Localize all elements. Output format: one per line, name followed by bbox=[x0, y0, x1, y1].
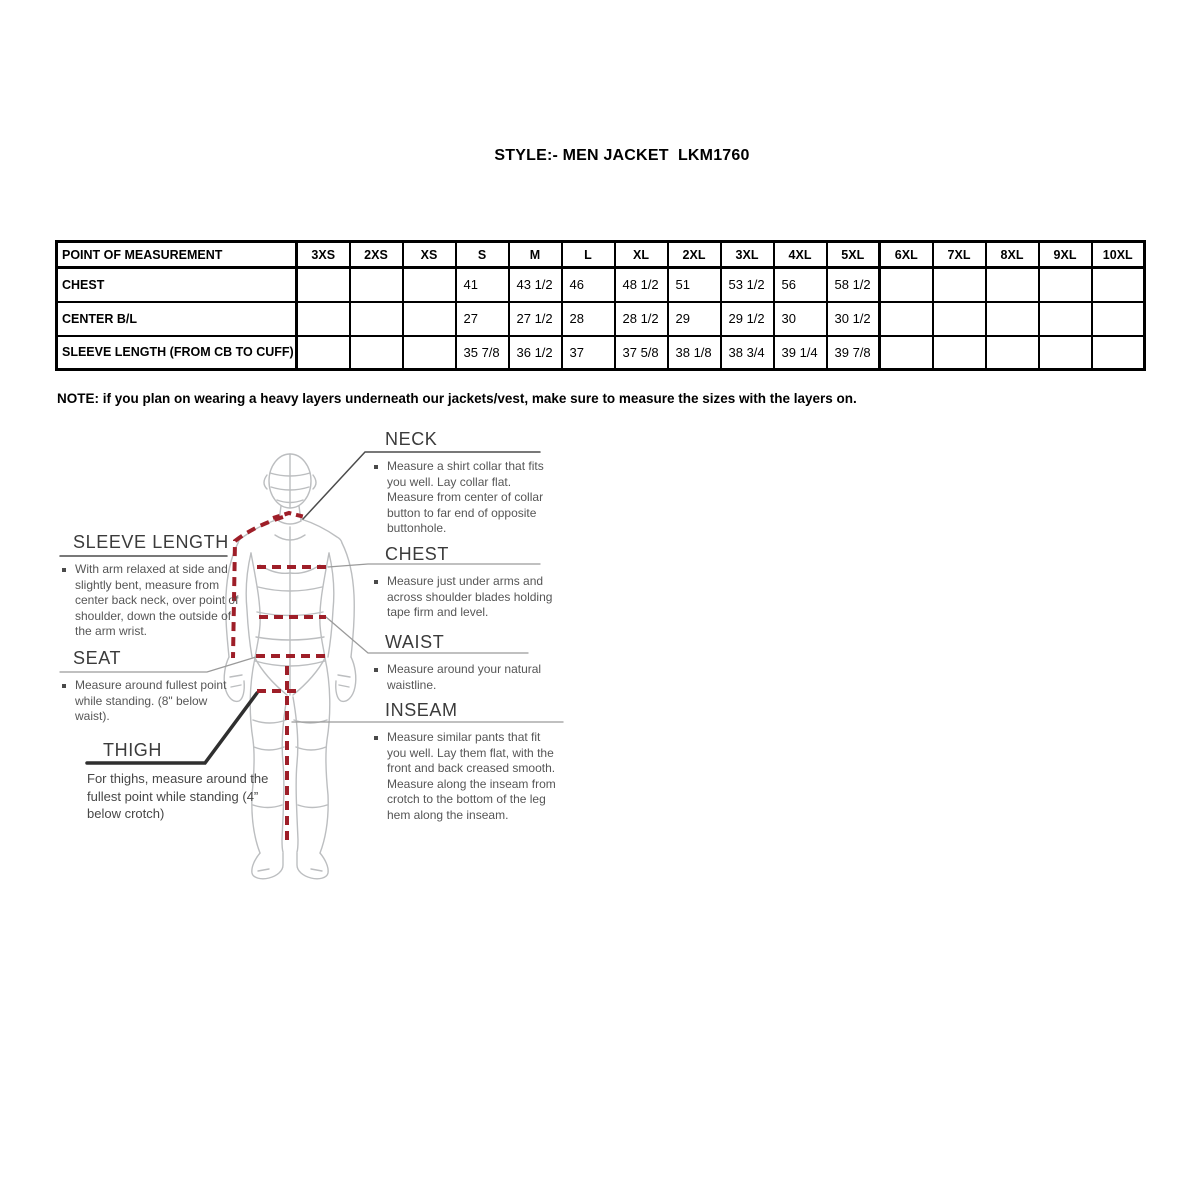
row-label: SLEEVE LENGTH (FROM CB TO CUFF) bbox=[57, 336, 297, 370]
size-column-header: S bbox=[456, 242, 509, 268]
size-value-cell: 39 1/4 bbox=[774, 336, 827, 370]
size-value-cell bbox=[1092, 268, 1145, 302]
size-column-header: L bbox=[562, 242, 615, 268]
size-column-header: M bbox=[509, 242, 562, 268]
size-value-cell bbox=[403, 302, 456, 336]
size-column-header: 6XL bbox=[880, 242, 933, 268]
size-value-cell bbox=[403, 268, 456, 302]
size-value-cell bbox=[986, 336, 1039, 370]
sleeve-length-heading: SLEEVE LENGTH bbox=[73, 532, 229, 552]
size-column-header: 5XL bbox=[827, 242, 880, 268]
size-value-cell: 28 bbox=[562, 302, 615, 336]
size-value-cell: 27 1/2 bbox=[509, 302, 562, 336]
size-column-header: 4XL bbox=[774, 242, 827, 268]
header-row bbox=[57, 242, 1145, 268]
neck-heading: NECK bbox=[385, 429, 438, 449]
size-value-cell: 56 bbox=[774, 268, 827, 302]
inseam-description: Measure similar pants that fit you well. Lay them flat, with the front and back creased smooth. Measure along the inseam from crotch to the bottom of the leg hem along the inseam. bbox=[372, 730, 557, 823]
size-value-cell bbox=[1039, 336, 1092, 370]
size-value-cell: 48 1/2 bbox=[615, 268, 668, 302]
waist-heading: WAIST bbox=[385, 632, 445, 652]
seat-heading: SEAT bbox=[73, 648, 122, 668]
size-value-cell bbox=[350, 336, 403, 370]
neck-description: Measure a shirt collar that fits you well. Lay collar flat. Measure from center of collar button to far end of opposite buttonhole. bbox=[372, 459, 554, 537]
size-column-header: 3XS bbox=[297, 242, 350, 268]
bullet-square-icon bbox=[374, 736, 378, 740]
size-value-cell bbox=[933, 268, 986, 302]
thigh-heading: THIGH bbox=[103, 740, 162, 760]
size-table-head bbox=[57, 242, 1145, 268]
size-column-header: 2XL bbox=[668, 242, 721, 268]
size-value-cell bbox=[880, 336, 933, 370]
row-label: CHEST bbox=[57, 268, 297, 302]
size-value-cell bbox=[297, 336, 350, 370]
size-value-cell bbox=[403, 336, 456, 370]
size-value-cell: 30 bbox=[774, 302, 827, 336]
size-value-cell: 27 bbox=[456, 302, 509, 336]
size-value-cell bbox=[880, 302, 933, 336]
size-value-cell: 37 bbox=[562, 336, 615, 370]
size-value-cell: 39 7/8 bbox=[827, 336, 880, 370]
size-value-cell bbox=[986, 268, 1039, 302]
waist-description: Measure around your natural waistline. bbox=[372, 662, 547, 693]
waist-section bbox=[372, 632, 547, 693]
table-row bbox=[57, 302, 1145, 336]
size-column-header: 2XS bbox=[350, 242, 403, 268]
bullet-square-icon bbox=[374, 580, 378, 584]
size-column-header: 9XL bbox=[1039, 242, 1092, 268]
chest-description: Measure just under arms and across shoulder blades holding tape firm and level. bbox=[372, 574, 557, 621]
bullet-square-icon bbox=[62, 684, 66, 688]
size-column-header: 7XL bbox=[933, 242, 986, 268]
size-value-cell bbox=[1092, 336, 1145, 370]
size-value-cell bbox=[350, 268, 403, 302]
size-value-cell: 35 7/8 bbox=[456, 336, 509, 370]
size-value-cell: 36 1/2 bbox=[509, 336, 562, 370]
sleeve-length-description: With arm relaxed at side and slightly bent, measure from center back neck, over point of shoulder, down the outside of the arm wrist. bbox=[60, 562, 240, 640]
size-value-cell: 46 bbox=[562, 268, 615, 302]
size-value-cell: 38 1/8 bbox=[668, 336, 721, 370]
size-value-cell: 43 1/2 bbox=[509, 268, 562, 302]
size-value-cell: 41 bbox=[456, 268, 509, 302]
size-value-cell: 37 5/8 bbox=[615, 336, 668, 370]
size-value-cell bbox=[297, 302, 350, 336]
size-value-cell: 29 bbox=[668, 302, 721, 336]
size-column-header: 8XL bbox=[986, 242, 1039, 268]
bullet-square-icon bbox=[374, 668, 378, 672]
seat-description: Measure around fullest point while standing. (8" below waist). bbox=[60, 678, 230, 725]
size-table-body bbox=[57, 268, 1145, 370]
size-value-cell: 38 3/4 bbox=[721, 336, 774, 370]
size-value-cell: 51 bbox=[668, 268, 721, 302]
size-column-header: 10XL bbox=[1092, 242, 1145, 268]
thigh-section bbox=[87, 740, 272, 823]
size-value-cell bbox=[880, 268, 933, 302]
sleeve-length-section bbox=[60, 532, 240, 640]
size-table bbox=[55, 240, 1146, 371]
page-title: STYLE:- MEN JACKET LKM1760 bbox=[494, 147, 750, 164]
inseam-section bbox=[372, 700, 557, 823]
size-value-cell: 53 1/2 bbox=[721, 268, 774, 302]
thigh-description: For thighs, measure around the fullest point while standing (4” below crotch) bbox=[87, 771, 269, 821]
neck-section bbox=[372, 429, 554, 537]
size-value-cell bbox=[1092, 302, 1145, 336]
size-value-cell bbox=[1039, 268, 1092, 302]
chest-section bbox=[372, 544, 557, 621]
note-text: NOTE: if you plan on wearing a heavy layers underneath our jackets/vest, make sure to measure the sizes with the layers on. bbox=[57, 391, 857, 406]
bullet-square-icon bbox=[374, 465, 378, 469]
table-row bbox=[57, 268, 1145, 302]
inseam-heading: INSEAM bbox=[385, 700, 458, 720]
size-value-cell: 58 1/2 bbox=[827, 268, 880, 302]
bullet-square-icon bbox=[62, 568, 66, 572]
size-value-cell bbox=[933, 336, 986, 370]
size-value-cell: 30 1/2 bbox=[827, 302, 880, 336]
size-value-cell bbox=[933, 302, 986, 336]
size-value-cell bbox=[1039, 302, 1092, 336]
size-column-header: 3XL bbox=[721, 242, 774, 268]
table-row bbox=[57, 336, 1145, 370]
chest-heading: CHEST bbox=[385, 544, 450, 564]
seat-section bbox=[60, 648, 230, 725]
size-value-cell: 29 1/2 bbox=[721, 302, 774, 336]
size-value-cell bbox=[297, 268, 350, 302]
size-value-cell bbox=[986, 302, 1039, 336]
measurement-column-header: POINT OF MEASUREMENT bbox=[57, 242, 297, 268]
size-column-header: XS bbox=[403, 242, 456, 268]
size-column-header: XL bbox=[615, 242, 668, 268]
size-value-cell bbox=[350, 302, 403, 336]
size-value-cell: 28 1/2 bbox=[615, 302, 668, 336]
row-label: CENTER B/L bbox=[57, 302, 297, 336]
